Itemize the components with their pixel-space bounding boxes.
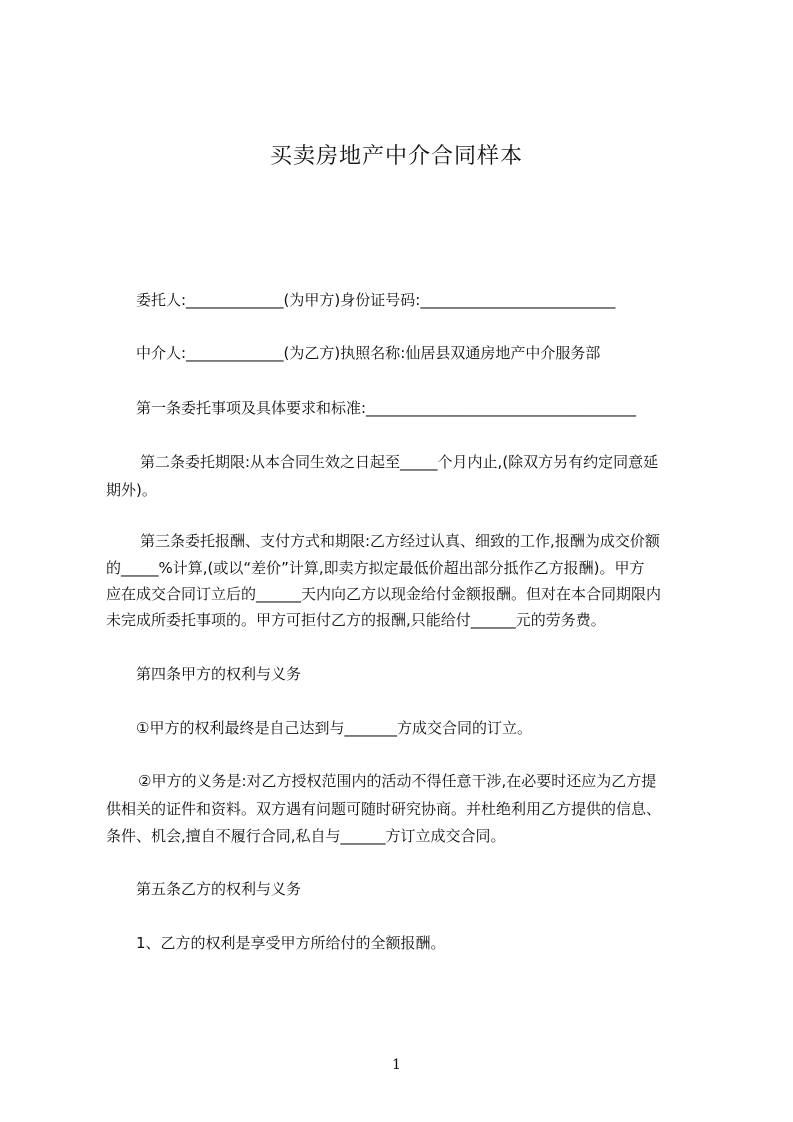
article-4-item-2-line-3: 条件、机会,擅自不履行合同,私自与______方订立成交合同。 [106,827,506,845]
article-2-line-1: 第二条委托期限:从本合同生效之日起至_____个月内止,(除双方另有约定同意延 [140,453,659,471]
article-4-item-2-line-1: ②甲方的义务是:对乙方授权范围内的活动不得任意干涉,在必要时还应为乙方提 [138,772,657,790]
article-3-line-2: 的_____%计算,(或以“差价”计算,即卖方拟定最低价超出部分抵作乙方报酬)。甲方 [106,559,645,577]
article-5-heading: 第五条乙方的权利与义务 [136,880,302,898]
article-5-item-1: 1、乙方的权利是享受甲方所给付的全额报酬。 [136,934,446,952]
article-3-line-1: 第三条委托报酬、支付方式和期限:乙方经过认真、细致的工作,报酬为成交价额 [140,532,660,550]
article-4-item-1: ①甲方的权利最终是自己达到与_______方成交合同的订立。 [136,719,532,737]
article-4-heading: 第四条甲方的权利与义务 [136,665,302,683]
article-4-item-2-line-2: 供相关的证件和资料。双方遇有问题可随时研究协商。并杜绝利用乙方提供的信息、 [106,800,662,818]
article-3-line-4: 未完成所委托事项的。甲方可拒付乙方的报酬,只能给付______元的劳务费。 [106,611,606,629]
article-2-line-2: 期外)。 [106,481,157,499]
page-number: 1 [392,1057,401,1073]
article-3-line-3: 应在成交合同订立后的______天内向乙方以现金给付金额报酬。但对在本合同期限内 [106,585,662,603]
agent-line: 中介人:_____________(为乙方)执照名称:仙居县双通房地产中介服务部 [136,344,601,362]
client-line: 委托人:_____________(为甲方)身份证号码:__________________________ [136,291,616,309]
document-title: 买卖房地产中介合同样本 [269,144,523,169]
article-1-line: 第一条委托事项及具体要求和标准:____________________________________ [136,399,637,417]
